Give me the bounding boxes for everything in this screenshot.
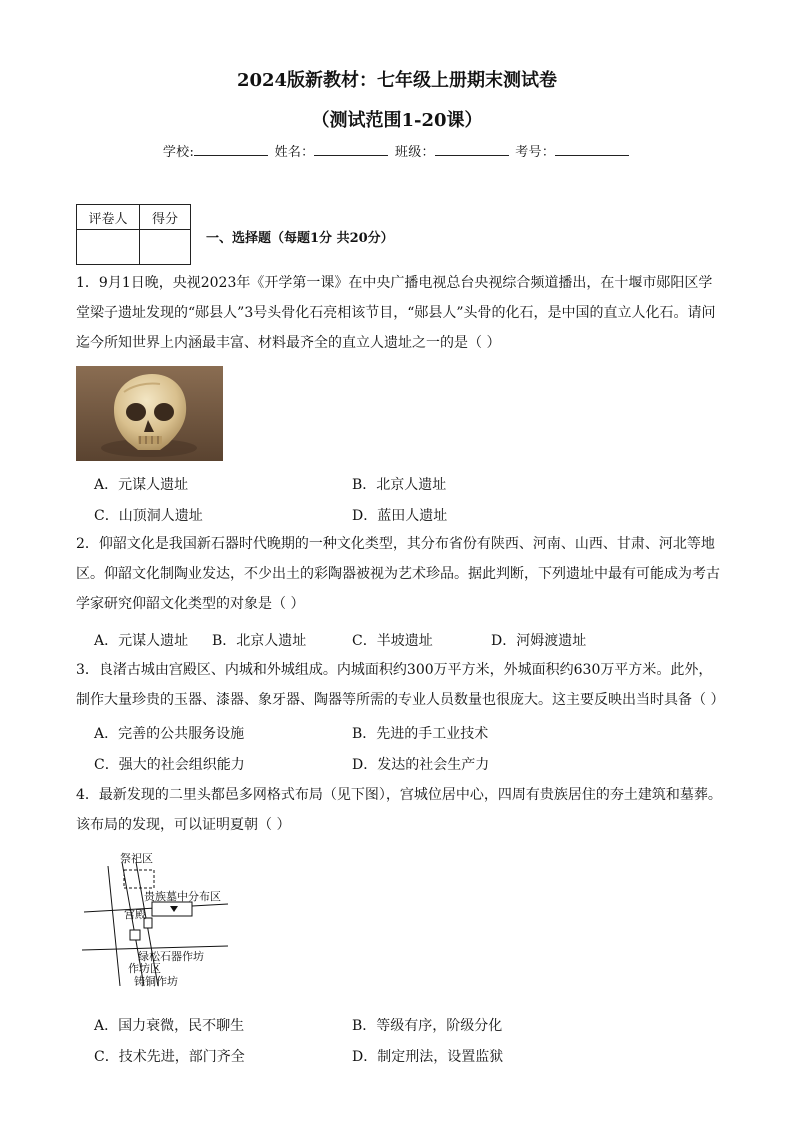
score-header: 得分 [140,205,191,230]
option[interactable]: D．发达的社会生产力 [352,757,490,773]
question-line: 3．良渚古城由宫殿区、内城和外城组成。内城面积约300万平方米，外城面积约630万平方米。此外， [76,662,713,678]
option[interactable]: D．蓝田人遗址 [352,508,448,524]
question-line: 该布局的发现，可以证明夏朝（ ） [76,817,291,833]
question-line: 制作大量珍贵的玉器、漆器、象牙器、陶器等所需的专业人员数量也很庞大。这主要反映出当时具备（ ） [76,692,725,708]
question-1 [76,268,726,358]
section-title: 一、选择题（每题1分 共20分） [206,231,394,246]
option[interactable]: C．半坡遗址 [352,633,433,649]
question-line: 堂梁子遗址发现的“郧县人”3号头骨化石亮相该节目，“郧县人”头骨的化石，是中国的直立人化石。请问 [76,305,716,321]
question-4 [76,780,726,840]
name-label: 姓名： [274,145,315,160]
option[interactable]: B．北京人遗址 [212,633,307,649]
name-blank[interactable] [314,142,388,156]
diagram-label-turquoise-workshop: 绿松石器作坊 [138,950,204,963]
school-label: 学校: [162,145,195,160]
exam-subtitle: （测试范围1-20课） [311,110,483,131]
question-line: 学家研究仰韶文化类型的对象是（ ） [76,596,305,612]
question-line: 2．仰韶文化是我国新石器时代晚期的一种文化类型，其分布省份有陕西、河南、山西、甘肃、河北等地 [76,536,715,552]
school-blank[interactable] [194,142,268,156]
skull-fossil-image [76,366,223,461]
option[interactable]: A．完善的公共服务设施 [94,726,245,742]
score-table [76,204,191,265]
option[interactable]: D．河姆渡遗址 [491,633,587,649]
option[interactable]: C．山顶洞人遗址 [94,508,203,524]
score-cell [140,230,191,265]
option[interactable]: D．制定刑法，设置监狱 [352,1049,504,1065]
exam-number-blank[interactable] [555,142,629,156]
option[interactable]: B．北京人遗址 [352,477,447,493]
exam-number-label: 考号： [515,145,556,160]
student-info-line [0,141,794,160]
erlitou-layout-diagram [78,848,248,988]
class-label: 班级： [394,145,435,160]
question-line: 区。仰韶文化制陶业发达，不少出土的彩陶器被视为艺术珍品。据此判断，下列遗址中最有可能成为考古 [76,566,720,582]
question-3 [76,655,726,715]
exam-title: 2024版新教材：七年级上册期末测试卷 [236,70,558,91]
grader-cell [77,230,140,265]
diagram-label-noble-tombs: 贵族墓中分布区 [144,890,221,903]
diagram-label-workshop-area: 作坊区 [128,962,161,975]
option[interactable]: B．等级有序，阶级分化 [352,1018,503,1034]
option[interactable]: C．强大的社会组织能力 [94,757,245,773]
option[interactable]: A．国力衰微，民不聊生 [94,1018,245,1034]
diagram-label-bronze-workshop: 铸铜作坊 [134,975,178,988]
grader-header: 评卷人 [77,205,140,230]
option[interactable]: A．元谋人遗址 [94,633,189,649]
class-blank[interactable] [435,142,509,156]
option[interactable]: C．技术先进，部门齐全 [94,1049,245,1065]
diagram-label-ritual: 祭祀区 [120,852,153,865]
diagram-label-palace: 宫殿 [124,908,146,921]
question-line: 迄今所知世界上内涵最丰富、材料最齐全的直立人遗址之一的是（ ） [76,335,501,351]
question-line: 4．最新发现的二里头都邑多网格式布局（见下图），宫城位居中心，四周有贵族居住的夯土建筑和墓葬。 [76,787,722,803]
question-2 [76,529,726,619]
option[interactable]: A．元谋人遗址 [94,477,189,493]
question-line: 1．9月1日晚，央视2023年《开学第一课》在中央广播电视总台央视综合频道播出，在十堰市郧阳区学 [76,275,713,291]
option[interactable]: B．先进的手工业技术 [352,726,489,742]
